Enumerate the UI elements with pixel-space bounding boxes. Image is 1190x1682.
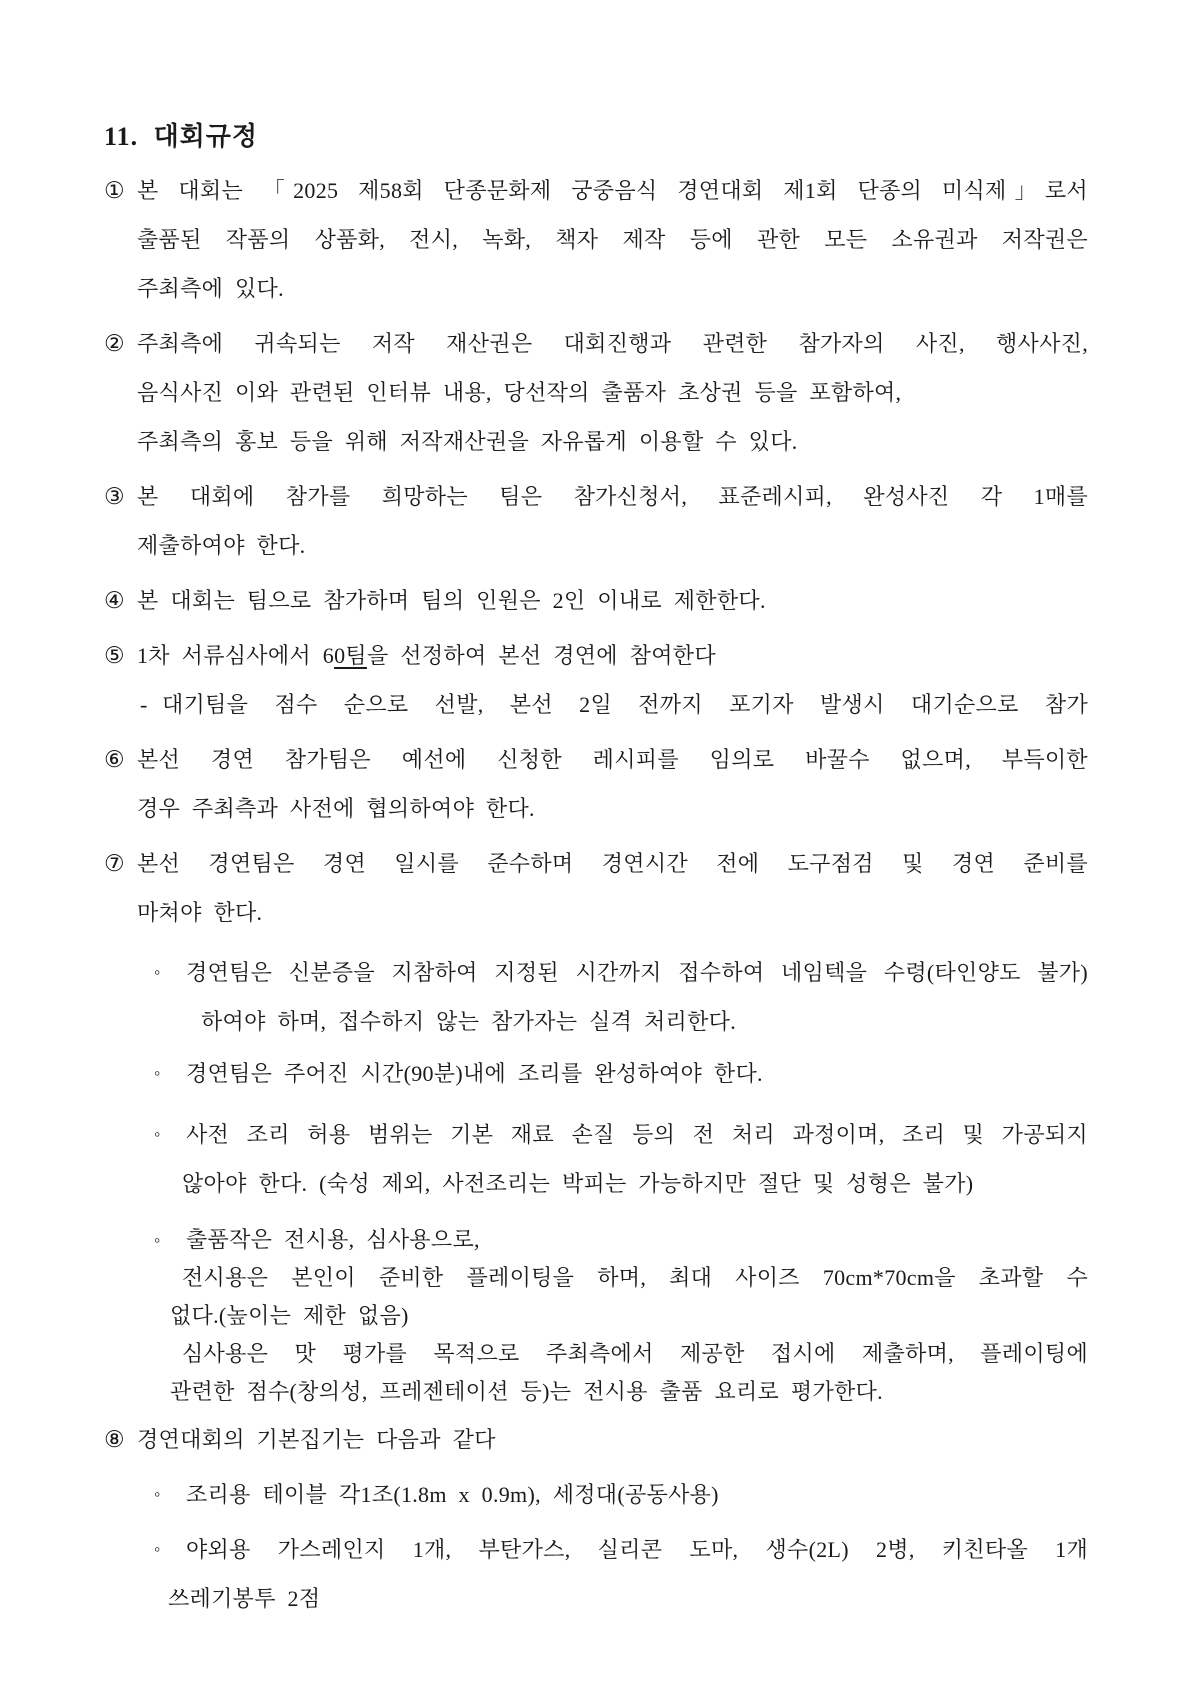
rule-item-6-line-1 <box>104 735 1088 784</box>
rule-text: 본 대회에 참가를 희망하는 팀은 참가신청서, 표준레시피, 완성사진 각 1매를 <box>137 484 1088 509</box>
bullet-marker: ◦ <box>154 1124 161 1144</box>
rule-text: 본 대회는 「2025 제58회 단종문화제 궁중음식 경연대회 제1회 단종의 미식제」로서 <box>137 178 1088 203</box>
rule-text: 본 대회는 팀으로 참가하며 팀의 인원은 2인 이내로 제한한다. <box>137 588 766 613</box>
rule-item-5-sub-line <box>104 680 1088 729</box>
rule-item-2-line-2: 음식사진 이와 관련된 인터뷰 내용, 당선작의 출품자 초상권 등을 포함하여, <box>137 380 902 405</box>
underlined-team-count: 0팀 <box>334 643 367 668</box>
circled-number-8-marker: ⑧ <box>104 1427 125 1452</box>
dash-marker: - <box>140 692 148 717</box>
bullet-marker: ◦ <box>154 1484 161 1504</box>
bullet-line-entries-height: 없다.(높이는 제한 없음) <box>170 1303 409 1328</box>
bullet-line-entries-display: 전시용은 본인이 준비한 플레이팅을 하며, 최대 사이즈 70cm*70cm을 초과할 수 <box>182 1265 1089 1290</box>
rule-item-1-line-2: 출품된 작품의 상품화, 전시, 녹화, 책자 제작 등에 관한 모든 소유권과 저작권은 <box>137 227 1088 252</box>
rule-item-7-line-1 <box>104 839 1088 888</box>
bullet-marker: ◦ <box>154 1063 161 1083</box>
bullet-line-tables <box>104 1470 1088 1519</box>
rule-item-7-bullet-b <box>104 1049 1088 1098</box>
rule-item-4-line-1 <box>104 576 1088 625</box>
rule-item-8-bullet-a <box>104 1470 1088 1519</box>
bullet-marker: ◦ <box>154 1539 161 1559</box>
page-title: 11. 대회규정 <box>104 122 259 151</box>
rule-item-7-bullet-a <box>104 948 1088 1046</box>
rule-item-7-bullet-c <box>104 1110 1088 1208</box>
rule-item-8-bullet-b <box>104 1525 1088 1623</box>
bullet-marker: ◦ <box>154 1230 161 1250</box>
circled-number-6-marker: ⑥ <box>104 747 125 772</box>
rule-item-3-line-2: 제출하여야 한다. <box>137 533 306 558</box>
bullet-line-equipment-cont: 쓰레기봉투 2점 <box>168 1586 321 1611</box>
rule-item-7-line-2: 마쳐야 한다. <box>137 900 263 925</box>
rule-text: 본선 경연 참가팀은 예선에 신청한 레시피를 임의로 바꿀수 없으며, 부득이한 <box>137 747 1088 772</box>
bullet-line-nametag <box>104 948 1088 997</box>
bullet-line-prep-scope <box>104 1110 1088 1159</box>
bullet-marker: ◦ <box>154 962 161 982</box>
rule-text: 경연대회의 기본집기는 다음과 같다 <box>137 1427 496 1452</box>
bullet-line-entries-scoring: 관련한 점수(창의성, 프레젠테이션 등)는 전시용 출품 요리로 평가한다. <box>170 1379 883 1404</box>
bullet-line-cook-time <box>104 1049 1088 1098</box>
rule-item-2-line-1 <box>104 319 1088 368</box>
circled-number-4-marker: ④ <box>104 588 125 613</box>
circled-number-7-marker: ⑦ <box>104 851 125 876</box>
rule-text: 야외용 가스레인지 1개, 부탄가스, 실리콘 도마, 생수(2L) 2병, 키친타올 1개 <box>186 1537 1088 1562</box>
bullet-line-equipment <box>104 1525 1088 1574</box>
rule-item-1-line-1 <box>104 166 1088 215</box>
rule-item-5-line-1 <box>104 631 1088 680</box>
rule-text: 조리용 테이블 각1조(1.8m x 0.9m), 세정대(공동사용) <box>186 1482 719 1507</box>
rule-item-2 <box>104 319 1088 466</box>
rule-item-6 <box>104 735 1088 833</box>
rule-item-1-line-3: 주최측에 있다. <box>137 276 284 301</box>
circled-number-3-marker: ③ <box>104 484 125 509</box>
rule-text: 본선 경연팀은 경연 일시를 준수하며 경연시간 전에 도구점검 및 경연 준비를 <box>137 851 1088 876</box>
rule-item-5 <box>104 631 1088 729</box>
bullet-line-entries-judging: 심사용은 맛 평가를 목적으로 주최측에서 제공한 접시에 제출하며, 플레이팅에 <box>182 1341 1088 1366</box>
rule-item-3-line-1 <box>104 472 1088 521</box>
rule-text: 사전 조리 허용 범위는 기본 재료 손질 등의 전 처리 과정이며, 조리 및 가공되지 <box>186 1122 1088 1147</box>
rule-item-8-line-1 <box>104 1415 1088 1464</box>
circled-number-1-marker: ① <box>104 178 125 203</box>
rule-text: 을 선정하여 본선 경연에 참여한다 <box>366 643 716 668</box>
bullet-line-entries <box>104 1221 1088 1259</box>
rule-item-8 <box>104 1415 1088 1464</box>
circled-number-5-marker: ⑤ <box>104 643 125 668</box>
bullet-line-prep-scope-cont: 않아야 한다. (숙성 제외, 사전조리는 박피는 가능하지만 절단 및 성형은 불가) <box>182 1171 974 1196</box>
rule-item-6-line-2: 경우 주최측과 사전에 협의하여야 한다. <box>137 796 535 821</box>
rule-item-4 <box>104 576 1088 625</box>
rule-text: 주최측에 귀속되는 저작 재산권은 대회진행과 관련한 참가자의 사진, 행사사진, <box>137 331 1088 356</box>
rule-item-1 <box>104 166 1088 313</box>
rule-item-7 <box>104 839 1088 937</box>
rule-text: 경연팀은 신분증을 지참하여 지정된 시간까지 접수하여 네임텍을 수령(타인양도 불가) <box>186 960 1088 985</box>
rule-item-3 <box>104 472 1088 570</box>
rule-text: 대기팀을 점수 순으로 선발, 본선 2일 전까지 포기자 발생시 대기순으로 참가 <box>162 692 1088 717</box>
bullet-line-nametag-cont: 하여야 하며, 접수하지 않는 참가자는 실격 처리한다. <box>201 1009 736 1034</box>
rule-text: 출품작은 전시용, 심사용으로, <box>186 1227 480 1252</box>
circled-number-2-marker: ② <box>104 331 125 356</box>
rule-item-7-bullet-d <box>104 1221 1088 1411</box>
rule-text: 1차 서류심사에서 6 <box>137 643 335 668</box>
rule-text: 경연팀은 주어진 시간(90분)내에 조리를 완성하여야 한다. <box>186 1061 763 1086</box>
rule-item-2-line-3: 주최측의 홍보 등을 위해 저작재산권을 자유롭게 이용할 수 있다. <box>137 429 798 454</box>
